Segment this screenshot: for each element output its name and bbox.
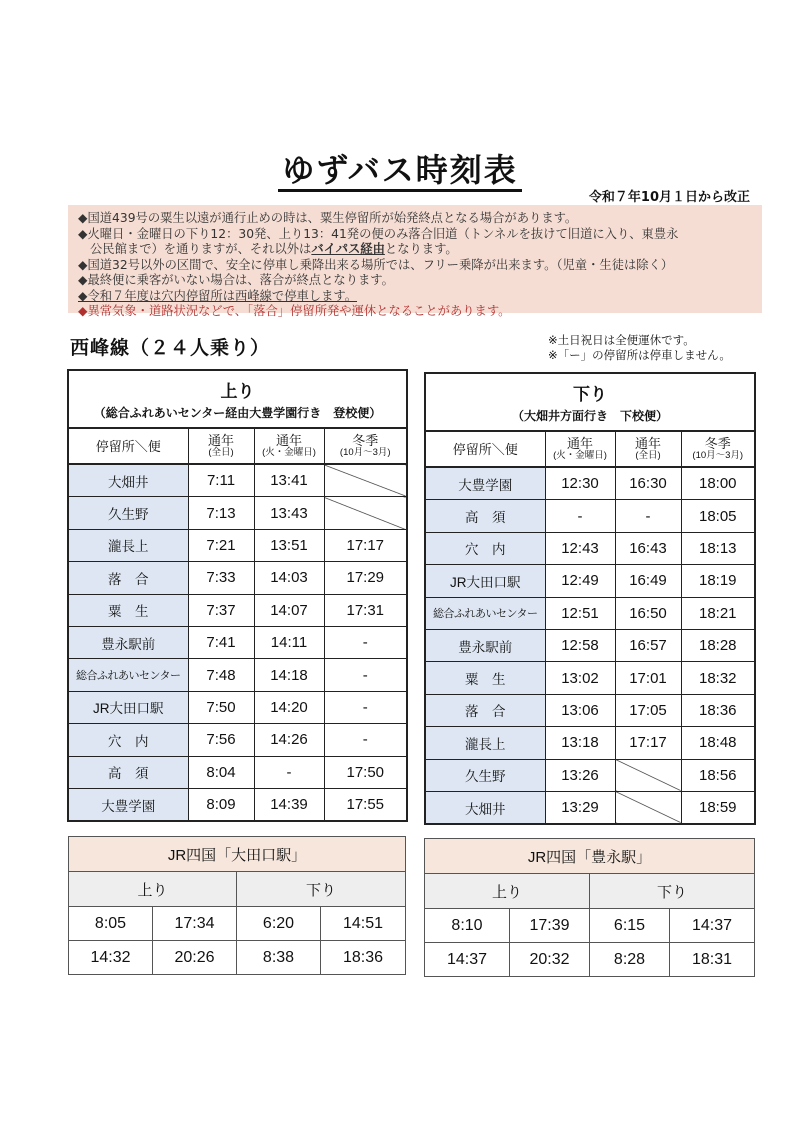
departure-time: 20:32 [510, 943, 590, 977]
station-name: JR四国「大田口駅」 [69, 837, 406, 872]
departure-time: - [324, 659, 407, 691]
stop-name: 大畑井 [425, 791, 545, 824]
notice-line: 公民館まで）を通りますが、それ以外はバイパス経由となります。 [90, 242, 458, 256]
stop-name: 穴 内 [68, 724, 188, 756]
departure-time: 8:38 [237, 941, 321, 975]
departure-time: 7:11 [188, 464, 254, 497]
timetable-row [68, 497, 407, 529]
departure-time: 13:02 [545, 662, 615, 694]
departure-time: 16:43 [615, 532, 681, 564]
notice-line: ◆国道32号以外の区間で、安全に停車し乗降出来る場所では、フリー乗降が出来ます。（児童・生徒は除く） [78, 257, 674, 272]
route-notes [548, 333, 731, 363]
timetable-row [68, 756, 407, 788]
departure-time: - [324, 626, 407, 658]
departure-time: 18:56 [681, 759, 755, 791]
stop-name: 瀧長上 [425, 727, 545, 759]
route-note: ※土日祝日は全便運休です。 [548, 333, 695, 347]
timetable-up [67, 369, 408, 822]
header-col1: 通年 (火・金曜日) [545, 431, 615, 467]
notice-box [68, 205, 762, 318]
timetable-row [425, 500, 755, 532]
notice-line: ◆最終便に乗客がいない場合は、落合が終点となります。 [78, 273, 394, 287]
timetable-row [68, 464, 407, 497]
route-title: 西峰線（２４人乗り） [70, 337, 271, 359]
header-col3: 冬季 (10月～3月) [681, 431, 755, 467]
timetable-row [68, 724, 407, 756]
bypass-emphasis: バイパス経由 [311, 242, 385, 256]
departure-time: 8:04 [188, 756, 254, 788]
header-col2: 通年 (全日) [615, 431, 681, 467]
stop-name: 粟 生 [425, 662, 545, 694]
timetable-down-title: 下り [573, 385, 607, 404]
timetable-row [68, 562, 407, 594]
timetable-down-subtitle: （大畑井方面行き 下校便） [512, 409, 669, 423]
departure-time: - [545, 500, 615, 532]
timetable-up-subtitle: （総合ふれあいセンター経由大豊学園行き 登校便） [93, 406, 382, 420]
timetable-row [425, 759, 755, 791]
departure-time: 8:09 [188, 788, 254, 821]
timetable-down-caption [425, 373, 755, 431]
departure-time: - [615, 500, 681, 532]
stop-name: 高 須 [68, 756, 188, 788]
departure-time: 16:57 [615, 629, 681, 661]
header-col3: 冬季 (10月～3月) [324, 428, 407, 464]
departure-time: 14:18 [254, 659, 324, 691]
departure-time: 18:31 [670, 943, 755, 977]
timetable-row [68, 529, 407, 561]
departure-time: 14:37 [425, 943, 510, 977]
timetable-row [68, 691, 407, 723]
direction-up-label: 上り [69, 872, 237, 907]
departure-time: 6:15 [590, 909, 670, 943]
departure-time: 17:39 [510, 909, 590, 943]
stop-name: 粟 生 [68, 594, 188, 626]
departure-time: 8:10 [425, 909, 510, 943]
stop-name: 久生野 [425, 759, 545, 791]
timetable-up-caption [68, 370, 407, 428]
no-service-cell [615, 759, 681, 791]
timetable-row [425, 467, 755, 500]
departure-time: 14:39 [254, 788, 324, 821]
stop-name: 総合ふれあいセンター [68, 659, 188, 691]
stop-name: 豊永駅前 [68, 626, 188, 658]
timetable-row [425, 597, 755, 629]
departure-time: 18:05 [681, 500, 755, 532]
stop-name: 大畑井 [68, 464, 188, 497]
departure-time: 16:30 [615, 467, 681, 500]
departure-time: 7:33 [188, 562, 254, 594]
departure-time: 14:20 [254, 691, 324, 723]
stop-name: JR大田口駅 [425, 565, 545, 597]
departure-time: 8:05 [69, 907, 153, 941]
timetable-row [68, 788, 407, 821]
departure-time: 17:31 [324, 594, 407, 626]
timetable-row [425, 565, 755, 597]
departure-time: 16:49 [615, 565, 681, 597]
stop-name: 穴 内 [425, 532, 545, 564]
departure-time: 18:13 [681, 532, 755, 564]
stop-name: 瀧長上 [68, 529, 188, 561]
departure-time: 12:30 [545, 467, 615, 500]
timetable-row [68, 626, 407, 658]
departure-time: 14:07 [254, 594, 324, 626]
stop-name: 高 須 [425, 500, 545, 532]
departure-time: 18:36 [681, 694, 755, 726]
departure-time: 7:21 [188, 529, 254, 561]
notice-line: ◆令和７年度は穴内停留所は西峰線で停車します。 [78, 288, 358, 303]
timetable-row [425, 694, 755, 726]
direction-down-label: 下り [590, 874, 755, 909]
departure-time: 12:58 [545, 629, 615, 661]
stop-name: 大豊学園 [425, 467, 545, 500]
departure-time: 7:56 [188, 724, 254, 756]
departure-time: 6:20 [237, 907, 321, 941]
station-name: JR四国「豊永駅」 [425, 839, 755, 874]
departure-time: 12:51 [545, 597, 615, 629]
timetable-row [425, 629, 755, 661]
departure-time: 14:03 [254, 562, 324, 594]
departure-time: - [254, 756, 324, 788]
departure-time: 7:37 [188, 594, 254, 626]
notice-line: ◆火曜日・金曜日の下り12：30発、上り13：41発の便のみ落合旧道（トンネルを抜けて旧道に入り、東豊永 [78, 226, 679, 241]
departure-time: 13:51 [254, 529, 324, 561]
departure-time: 13:43 [254, 497, 324, 529]
stop-name: 落 合 [425, 694, 545, 726]
timetable-row [425, 791, 755, 824]
notice-line-warning: ◆異常気象・道路状況などで、「落合」停留所発や運休となることがあります。 [78, 304, 511, 318]
departure-time: 17:17 [324, 529, 407, 561]
notice-line: ◆国道439号の粟生以遠が通行止めの時は、粟生停留所が始発終点となる場合があります。 [78, 211, 578, 225]
departure-time: 20:26 [153, 941, 237, 975]
departure-time: 17:05 [615, 694, 681, 726]
departure-time: 14:26 [254, 724, 324, 756]
direction-down-label: 下り [237, 872, 406, 907]
station-table-otaguchi [68, 836, 406, 975]
timetable-row [425, 532, 755, 564]
departure-time: 12:43 [545, 532, 615, 564]
header-col1: 通年 (全日) [188, 428, 254, 464]
departure-time: 17:34 [153, 907, 237, 941]
departure-time: 17:29 [324, 562, 407, 594]
departure-time: 7:48 [188, 659, 254, 691]
no-service-cell [324, 464, 407, 497]
stop-name: 大豊学園 [68, 788, 188, 821]
timetable-down [424, 372, 756, 825]
stop-name: 総合ふれあいセンター [425, 597, 545, 629]
departure-time: 14:11 [254, 626, 324, 658]
departure-time: 13:18 [545, 727, 615, 759]
departure-time: 7:13 [188, 497, 254, 529]
departure-time: - [324, 724, 407, 756]
departure-time: 13:41 [254, 464, 324, 497]
departure-time: 12:49 [545, 565, 615, 597]
timetable-row [68, 659, 407, 691]
header-col2: 通年 (火・金曜日) [254, 428, 324, 464]
timetable-row [68, 594, 407, 626]
page-title: ゆずバス時刻表 [0, 145, 800, 191]
departure-time: 17:17 [615, 727, 681, 759]
departure-time: 18:32 [681, 662, 755, 694]
departure-time: 7:50 [188, 691, 254, 723]
departure-time: 7:41 [188, 626, 254, 658]
direction-up-label: 上り [425, 874, 590, 909]
revision-date: 令和７年10月１日から改正 [588, 190, 750, 205]
departure-time: 8:28 [590, 943, 670, 977]
header-stop: 停留所＼便 [68, 428, 188, 464]
departure-time: 18:19 [681, 565, 755, 597]
stop-name: 久生野 [68, 497, 188, 529]
departure-time: 18:28 [681, 629, 755, 661]
timetable-row [425, 662, 755, 694]
timetable-up-title: 上り [220, 382, 255, 401]
departure-time: 14:32 [69, 941, 153, 975]
departure-time: 13:29 [545, 791, 615, 824]
stop-name: 豊永駅前 [425, 629, 545, 661]
departure-time: 18:21 [681, 597, 755, 629]
station-table-toyonaga [424, 838, 755, 977]
departure-time: 13:26 [545, 759, 615, 791]
stop-name: JR大田口駅 [68, 691, 188, 723]
departure-time: 18:36 [321, 941, 406, 975]
departure-time: 13:06 [545, 694, 615, 726]
departure-time: 18:48 [681, 727, 755, 759]
departure-time: 18:00 [681, 467, 755, 500]
departure-time: 18:59 [681, 791, 755, 824]
no-service-cell [615, 791, 681, 824]
departure-time: 17:01 [615, 662, 681, 694]
departure-time: 14:37 [670, 909, 755, 943]
stop-name: 落 合 [68, 562, 188, 594]
no-service-cell [324, 497, 407, 529]
departure-time: - [324, 691, 407, 723]
departure-time: 17:50 [324, 756, 407, 788]
departure-time: 16:50 [615, 597, 681, 629]
timetable-row [425, 727, 755, 759]
departure-time: 14:51 [321, 907, 406, 941]
departure-time: 17:55 [324, 788, 407, 821]
header-stop: 停留所＼便 [425, 431, 545, 467]
route-note: ※「ー」の停留所は停車しません。 [548, 348, 731, 362]
